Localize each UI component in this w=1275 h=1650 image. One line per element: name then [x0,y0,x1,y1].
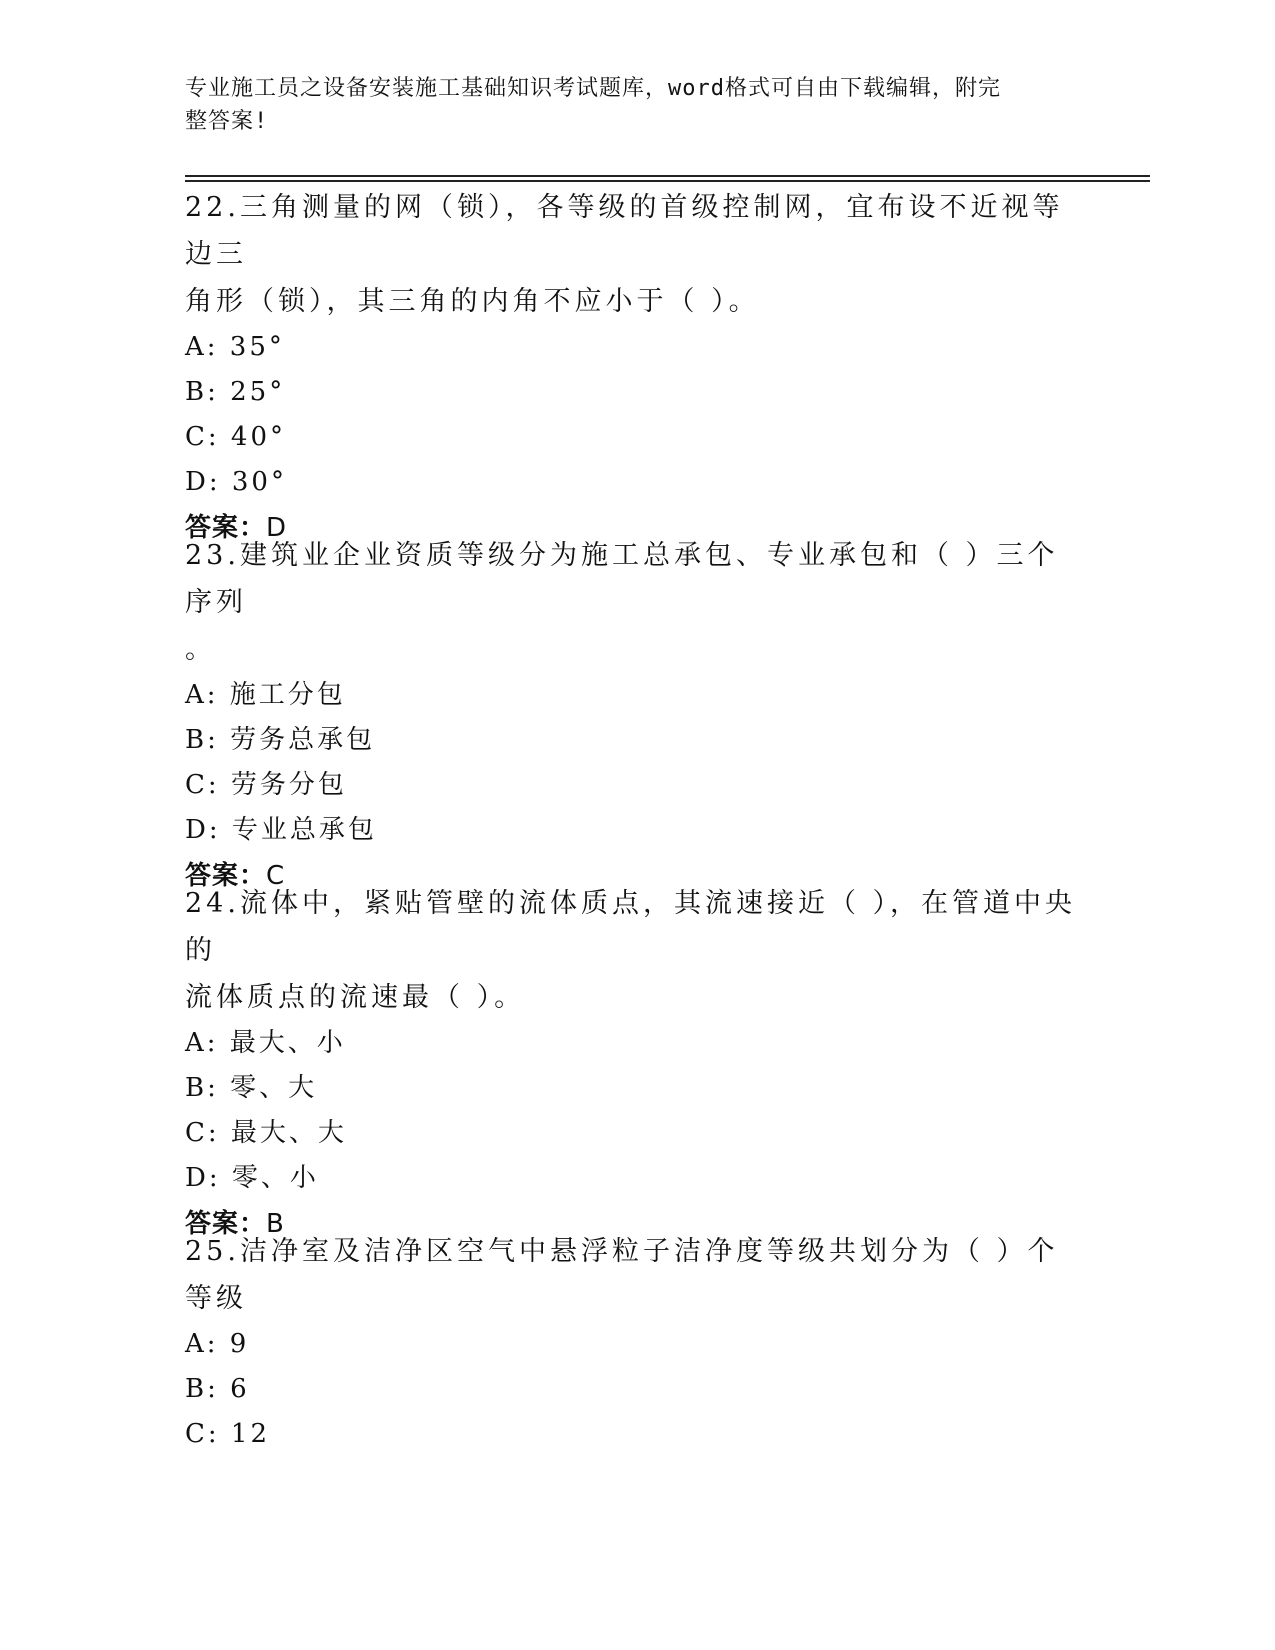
question-24 [185,880,1085,1247]
option-b: B: 劳务总承包 [185,725,376,755]
option-a: A: 最大、小 [185,1028,346,1058]
answer-value: D [266,513,288,543]
option-c: C: 40° [185,422,287,452]
question-23 [185,532,1085,899]
option-a: A: 施工分包 [185,680,346,710]
option-d: D: 30° [185,467,287,497]
question-22 [185,184,1085,551]
option-b: B: 零、大 [185,1073,318,1103]
answer-value: C [266,861,286,891]
option-b: B: 25° [185,377,286,407]
answer-label: 答案： [185,1209,267,1239]
question-stem-cont: 。 [185,634,216,665]
answer-value: B [266,1209,285,1239]
question-stem: 22.三角测量的网（锁），各等级的首级控制网，宜布设不近视等边三 [185,192,1064,270]
question-stem-cont: 角形（锁），其三角的内角不应小于（ ）。 [185,286,760,317]
header-line-1: 专业施工员之设备安装施工基础知识考试题库，word格式可自由下载编辑，附完 [185,76,1001,101]
question-stem: 24.流体中，紧贴管壁的流体质点，其流速接近（ ），在管道中央的 [185,888,1077,966]
question-stem: 23.建筑业企业资质等级分为施工总承包、专业承包和（ ）三个序列 [185,540,1059,618]
option-c: C: 12 [185,1419,271,1449]
option-d: D: 零、小 [185,1163,319,1193]
option-c: C: 劳务分包 [185,770,347,800]
document-header [185,72,1065,138]
header-divider-top [185,175,1150,177]
header-divider-bottom [185,180,1150,182]
option-b: B: 6 [185,1374,250,1404]
question-25 [185,1228,1085,1457]
option-d: D: 专业总承包 [185,815,377,845]
answer-label: 答案： [185,513,267,543]
question-stem: 25.洁净室及洁净区空气中悬浮粒子洁净度等级共划分为（ ）个等级 [185,1236,1059,1314]
option-c: C: 最大、大 [185,1118,347,1148]
option-a: A: 9 [185,1329,250,1359]
option-a: A: 35° [185,332,285,362]
question-stem-cont: 流体质点的流速最（ ）。 [185,982,526,1013]
header-line-2: 整答案! [185,109,269,134]
answer-label: 答案： [185,861,267,891]
